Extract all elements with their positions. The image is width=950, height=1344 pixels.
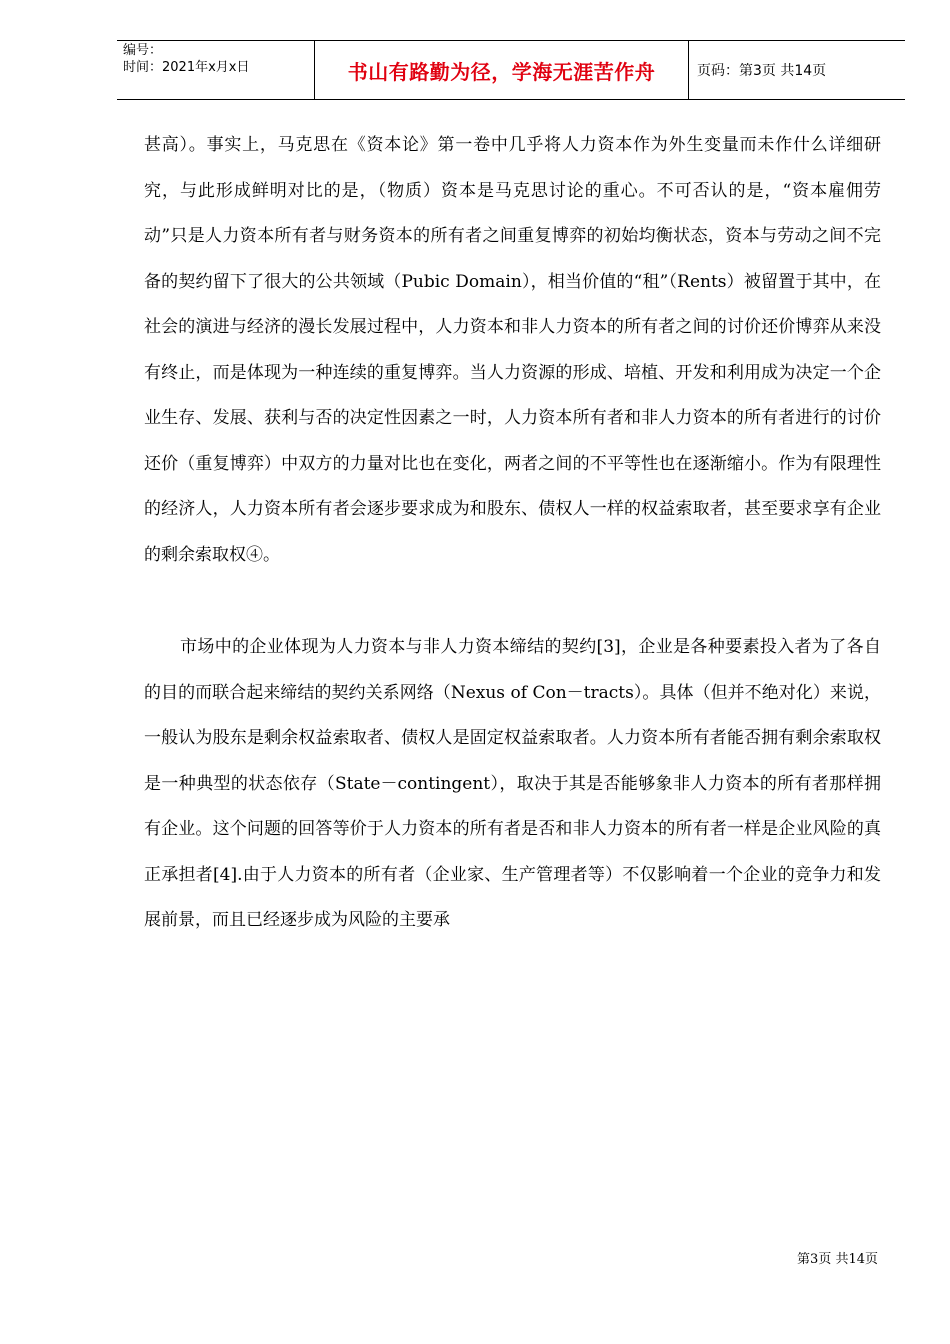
header-meta [117, 41, 315, 99]
header-page-info: 页码：第3页 共14页 [697, 63, 827, 79]
page-header [117, 40, 905, 100]
paragraph-gap [144, 578, 881, 625]
number-label: 编号： [123, 43, 163, 58]
document-body [144, 123, 881, 944]
paragraph-2: 市场中的企业体现为人力资本与非人力资本缔结的契约[3]，企业是各种要素投入者为了各自的目的而联合起来缔结的契约关系网络（Nexus of Con－tracts）。具体（但并不绝对化）来说，一般认为股东是剩余权益索取者、债权人是固定权益索取者。人力资本所有者能否拥有剩余索取权是一种典型的状态依存（State－contingent），取决于其是否能够象非人力资本的所有者那样拥有企业。这个问题的回答等价于人力资本的所有者是否和非人力资本的所有者一样是企业风险的真正承担者[4].由于人力资本的所有者（企业家、生产管理者等）不仅影响着一个企业的竞争力和发展前景，而且已经逐步成为风险的主要承 [144, 637, 881, 930]
time-label: 时间：2021年x月x日 [123, 60, 250, 75]
header-motto: 书山有路勤为径，学海无涯苦作舟 [315, 41, 689, 99]
page-footer: 第3页 共14页 [797, 1252, 878, 1267]
paragraph-1: 甚高）。事实上，马克思在《资本论》第一卷中几乎将人力资本作为外生变量而未作什么详细研究，与此形成鲜明对比的是，（物质）资本是马克思讨论的重心。不可否认的是，“资本雇佣劳动”只是人力资本所有者与财务资本的所有者之间重复博弈的初始均衡状态，资本与劳动之间不完备的契约留下了很大的公共领域（Pubic Domain），相当价值的“租”（Rents）被留置于其中，在社会的演进与经济的漫长发展过程中，人力资本和非人力资本的所有者之间的讨价还价博弈从来没有终止，而是体现为一种连续的重复博弈。当人力资源的形成、培植、开发和利用成为决定一个企业生存、发展、获利与否的决定性因素之一时，人力资本所有者和非人力资本的所有者进行的讨价还价（重复博弈）中双方的力量对比也在变化，两者之间的不平等性也在逐渐缩小。作为有限理性的经济人，人力资本所有者会逐步要求成为和股东、债权人一样的权益索取者，甚至要求享有企业的剩余索取权④。 [144, 135, 881, 565]
